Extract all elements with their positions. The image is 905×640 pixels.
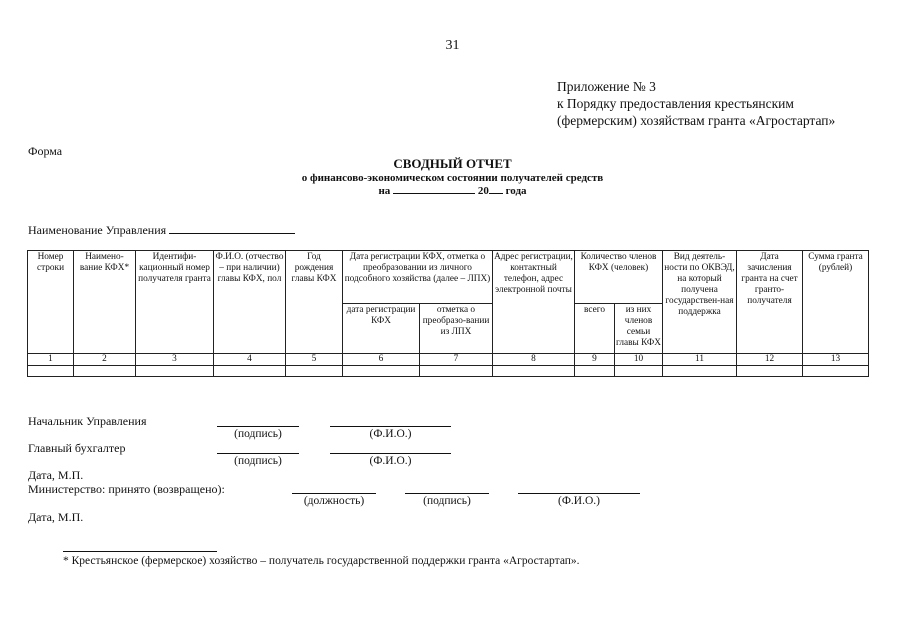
year-prefix: 20 bbox=[477, 185, 489, 197]
accountant-name-line bbox=[330, 453, 451, 454]
footnote-rule bbox=[63, 551, 217, 552]
form-label: Форма bbox=[28, 144, 63, 158]
document-title: СВОДНЫЙ ОТЧЕТ bbox=[393, 156, 512, 171]
header-members-group: Количество членов КФХ (человек) bbox=[575, 251, 663, 304]
ministry-signature-line bbox=[405, 493, 489, 494]
column-number: 12 bbox=[737, 354, 803, 366]
ministry-label: Министерство: принято (возвращено): bbox=[28, 482, 225, 496]
table-cell bbox=[74, 366, 136, 377]
management-name-row bbox=[28, 223, 295, 238]
table-cell bbox=[575, 366, 615, 377]
document-subtitle: о финансово-экономическом состоянии получателей средств bbox=[301, 172, 604, 184]
ministry-name-caption: (Ф.И.О.) bbox=[558, 495, 600, 507]
date-stamp-label: Дата, М.П. bbox=[28, 510, 84, 524]
column-number: 13 bbox=[803, 354, 869, 366]
table-cell bbox=[803, 366, 869, 377]
header-row-number: Номер строки bbox=[28, 251, 74, 354]
footnote: * Крестьянское (фермерское) хозяйство – получатель государственной поддержки гранта «Агростартап». bbox=[63, 555, 580, 567]
header-birth-year: Год рождения главы КФХ bbox=[286, 251, 343, 354]
date-prefix: на bbox=[378, 185, 391, 197]
header-activity-type: Вид деятель-ности по ОКВЭД, на который получена государствен-ная поддержка bbox=[663, 251, 737, 354]
column-number: 11 bbox=[663, 354, 737, 366]
accountant-signature-caption: (подпись) bbox=[234, 455, 282, 467]
date-suffix: года bbox=[505, 185, 527, 197]
date-blank bbox=[393, 193, 475, 194]
appendix-line-1: Приложение № 3 bbox=[557, 79, 656, 94]
ministry-name-line bbox=[518, 493, 640, 494]
header-recipient-id: Идентифи-кационный номер получателя гранта bbox=[136, 251, 214, 354]
header-head-name: Ф.И.О. (отчество – при наличии) главы КФХ, пол bbox=[214, 251, 286, 354]
table-cell bbox=[493, 366, 575, 377]
column-number: 4 bbox=[214, 354, 286, 366]
table-cell bbox=[28, 366, 74, 377]
header-registration-date: дата регистрации КФХ bbox=[343, 304, 420, 354]
year-blank bbox=[489, 193, 503, 194]
column-number: 8 bbox=[493, 354, 575, 366]
header-members-family: из них членов семьи главы КФХ bbox=[615, 304, 663, 354]
column-number: 1 bbox=[28, 354, 74, 366]
head-label: Начальник Управления bbox=[28, 414, 147, 428]
page-number: 31 bbox=[445, 38, 460, 53]
management-blank bbox=[169, 233, 295, 234]
table-header-row bbox=[28, 251, 869, 304]
appendix-header bbox=[557, 78, 835, 129]
appendix-line-3: (фермерским) хозяйствам гранта «Агростартап» bbox=[557, 113, 836, 128]
table-cell bbox=[286, 366, 343, 377]
head-name-line bbox=[330, 426, 451, 427]
column-number: 3 bbox=[136, 354, 214, 366]
table-cell bbox=[737, 366, 803, 377]
table-cell bbox=[343, 366, 420, 377]
table-cell bbox=[214, 366, 286, 377]
header-kfh-name: Наимено-вание КФХ* bbox=[74, 251, 136, 354]
header-registration-group: Дата регистрации КФХ, отметка о преобразовании из личного подсобного хозяйства (далее – ЛПХ) bbox=[343, 251, 493, 304]
table-row bbox=[28, 366, 869, 377]
management-label: Наименование Управления bbox=[28, 223, 167, 237]
column-number: 5 bbox=[286, 354, 343, 366]
table-cell bbox=[136, 366, 214, 377]
header-grant-date: Дата зачисления гранта на счет гранто-получателя bbox=[737, 251, 803, 354]
head-name-caption: (Ф.И.О.) bbox=[369, 428, 412, 440]
ministry-position-line bbox=[292, 493, 376, 494]
header-lph-conversion: отметка о преобразо-вании из ЛПХ bbox=[420, 304, 493, 354]
header-grant-amount: Сумма гранта (рублей) bbox=[803, 251, 869, 354]
accountant-signature-line bbox=[217, 453, 299, 454]
header-members-total: всего bbox=[575, 304, 615, 354]
appendix-line-2: к Порядку предоставления крестьянским bbox=[557, 96, 794, 111]
table-cell bbox=[615, 366, 663, 377]
summary-report-table bbox=[27, 250, 869, 377]
column-number: 9 bbox=[575, 354, 615, 366]
column-number: 10 bbox=[615, 354, 663, 366]
column-number: 6 bbox=[343, 354, 420, 366]
date-stamp-label: Дата, М.П. bbox=[28, 468, 84, 482]
column-number-row bbox=[28, 354, 869, 366]
head-signature-line bbox=[217, 426, 299, 427]
column-number: 7 bbox=[420, 354, 493, 366]
accountant-label: Главный бухгалтер bbox=[28, 441, 126, 455]
column-number: 2 bbox=[74, 354, 136, 366]
accountant-name-caption: (Ф.И.О.) bbox=[369, 455, 412, 467]
head-signature-caption: (подпись) bbox=[234, 428, 282, 440]
header-address-contacts: Адрес регистрации, контактный телефон, адрес электронной почты bbox=[493, 251, 575, 354]
table-cell bbox=[420, 366, 493, 377]
report-date-line bbox=[0, 185, 905, 197]
table-cell bbox=[663, 366, 737, 377]
ministry-position-caption: (должность) bbox=[303, 495, 365, 507]
ministry-signature-caption: (подпись) bbox=[423, 495, 471, 507]
